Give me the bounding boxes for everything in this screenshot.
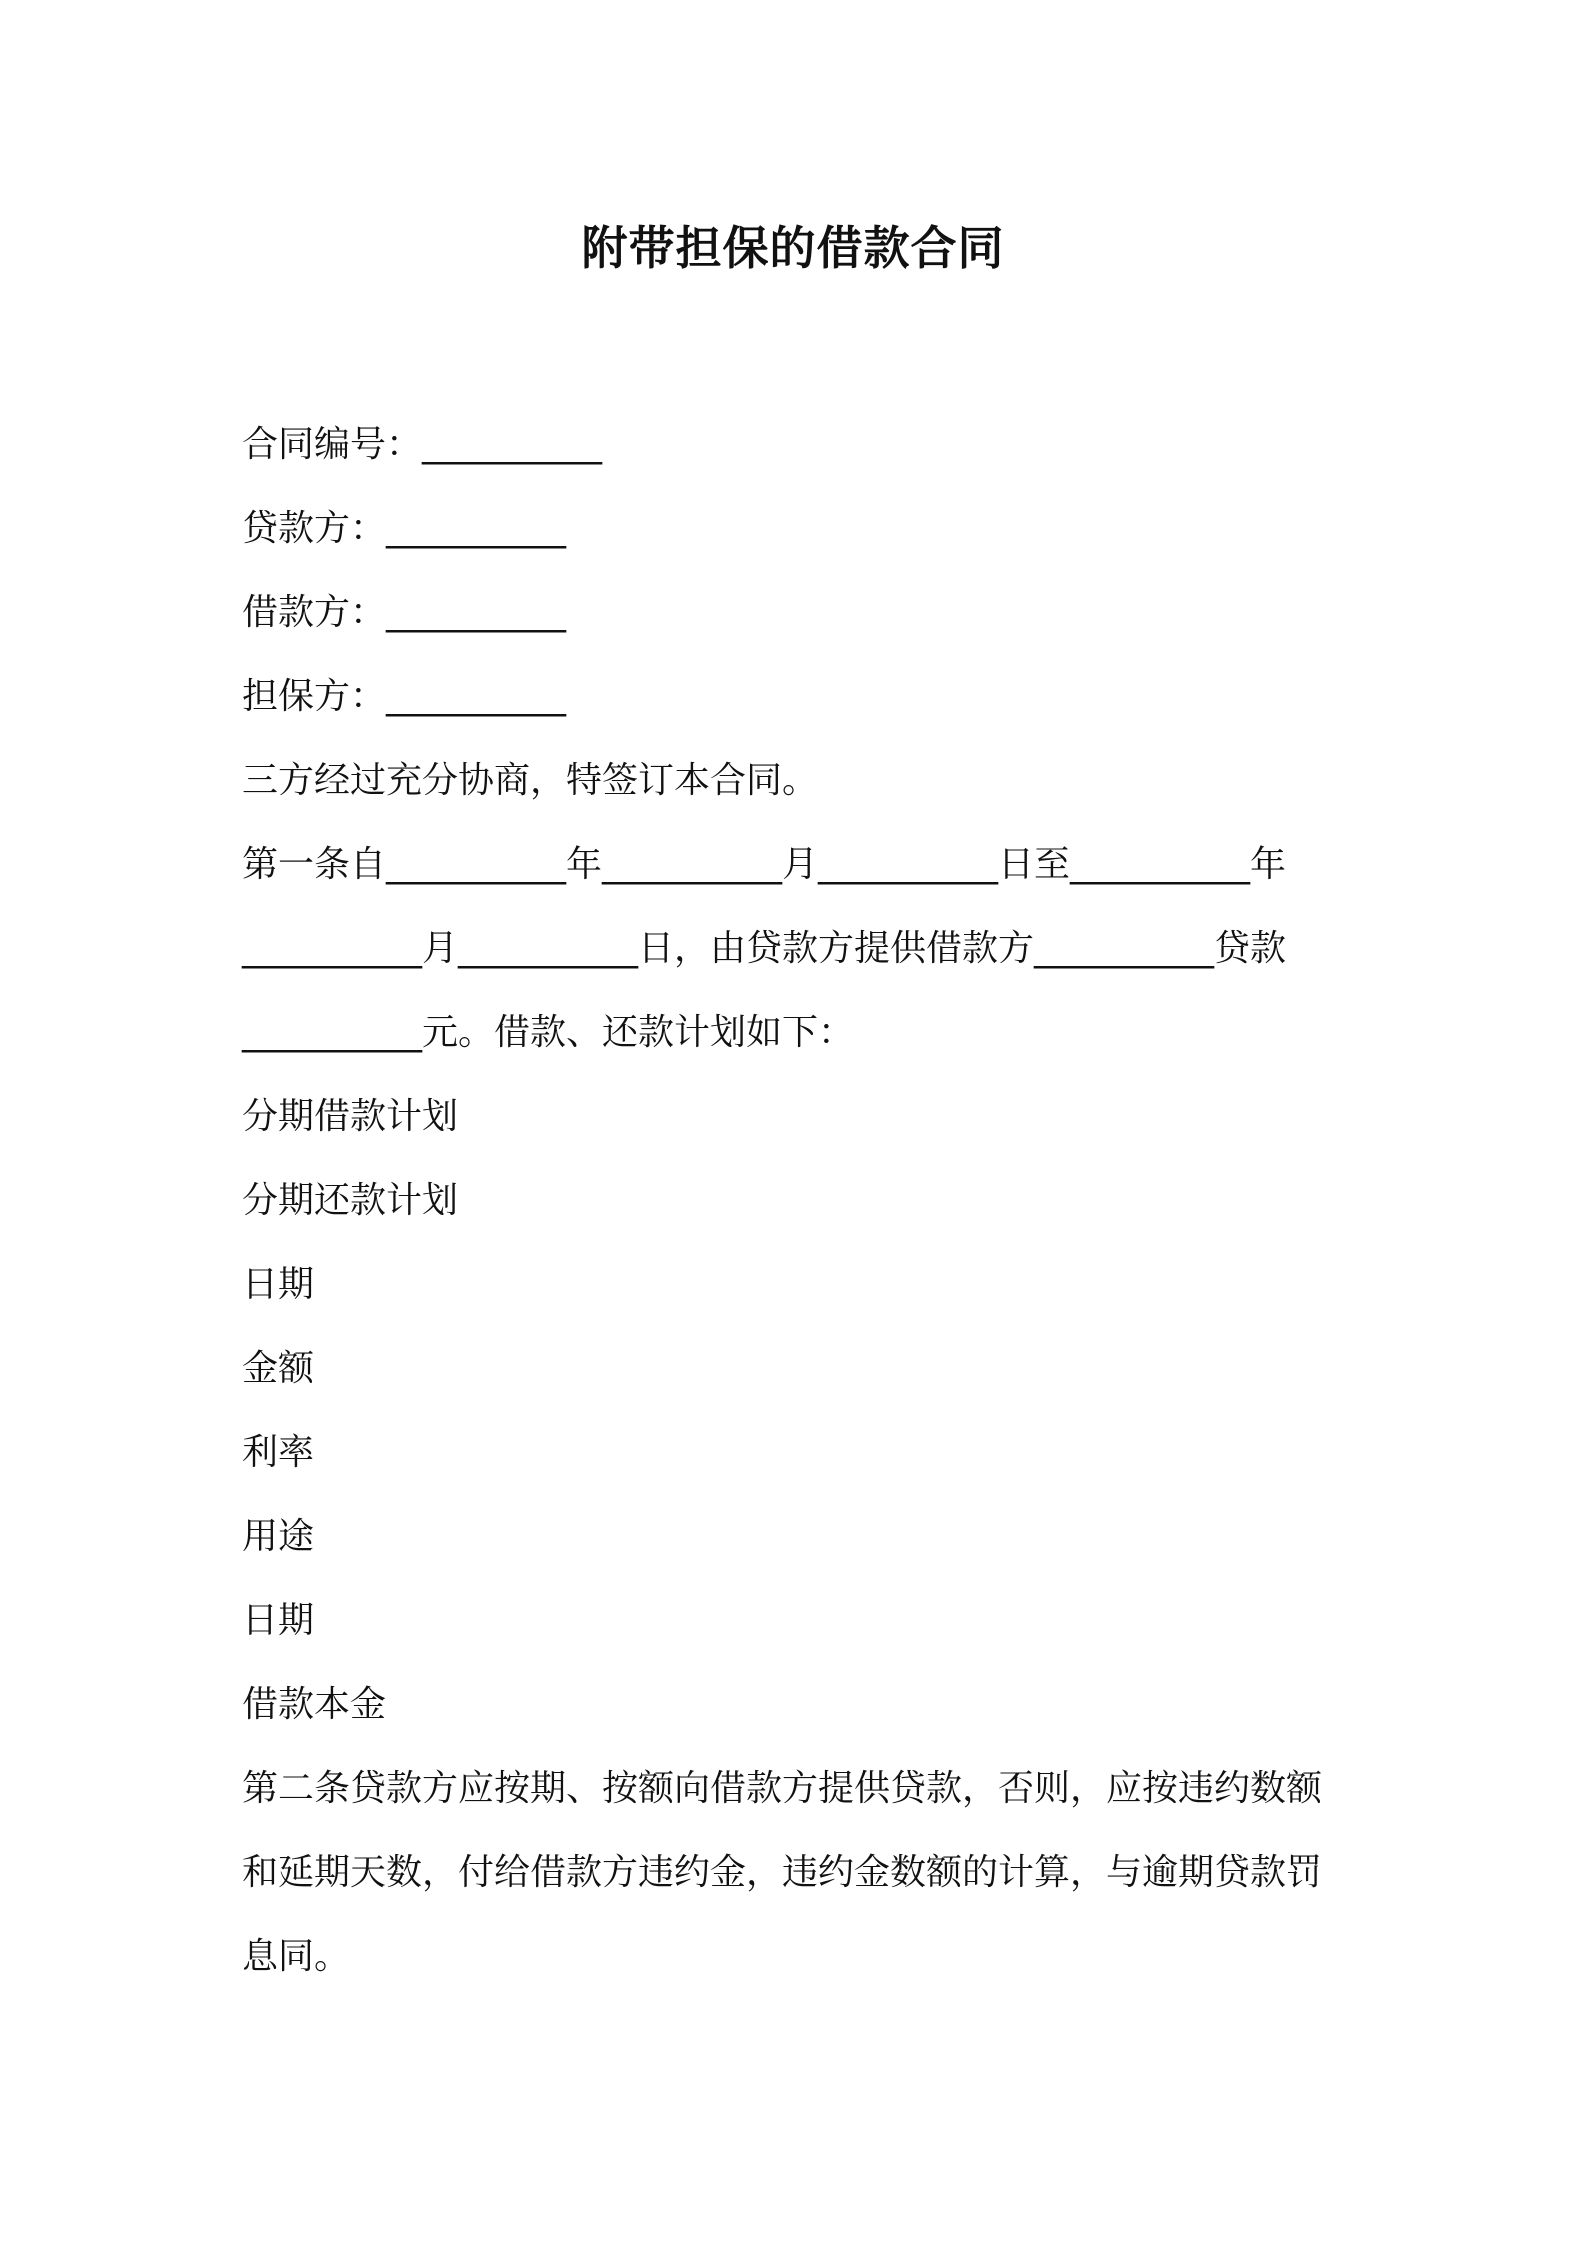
item-purpose: 用途 (242, 1516, 315, 1557)
item-interest-rate: 利率 (242, 1432, 315, 1473)
article-one-line-1: 第一条自__________年__________月__________日至__________年 (242, 844, 1287, 885)
article-two-line-2: 和延期天数，付给借款方违约金，违约金数额的计算，与逾期贷款罚 (242, 1852, 1323, 1893)
article-one-line-2: __________月__________日，由贷款方提供借款方__________贷款 (242, 928, 1287, 969)
item-date-2: 日期 (242, 1600, 315, 1641)
lender-line: 贷款方：__________ (242, 508, 567, 549)
article-two-line-1: 第二条贷款方应按期、按额向借款方提供贷款，否则，应按违约数额 (242, 1768, 1323, 1809)
document-body (242, 403, 1362, 1999)
installment-repayment-plan: 分期还款计划 (242, 1180, 459, 1221)
installment-loan-plan: 分期借款计划 (242, 1096, 459, 1137)
item-amount: 金额 (242, 1348, 315, 1389)
document-title: 附带担保的借款合同 (581, 221, 1005, 275)
agreement-intro: 三方经过充分协商，特签订本合同。 (242, 760, 819, 801)
article-one-line-3: __________元。借款、还款计划如下： (242, 1012, 855, 1053)
borrower-line: 借款方：__________ (242, 592, 567, 633)
item-date: 日期 (242, 1264, 315, 1305)
guarantor-line: 担保方：__________ (242, 676, 567, 717)
item-principal: 借款本金 (242, 1684, 387, 1725)
contract-number-line: 合同编号：__________ (242, 424, 603, 465)
article-two-line-3: 息同。 (242, 1936, 351, 1977)
